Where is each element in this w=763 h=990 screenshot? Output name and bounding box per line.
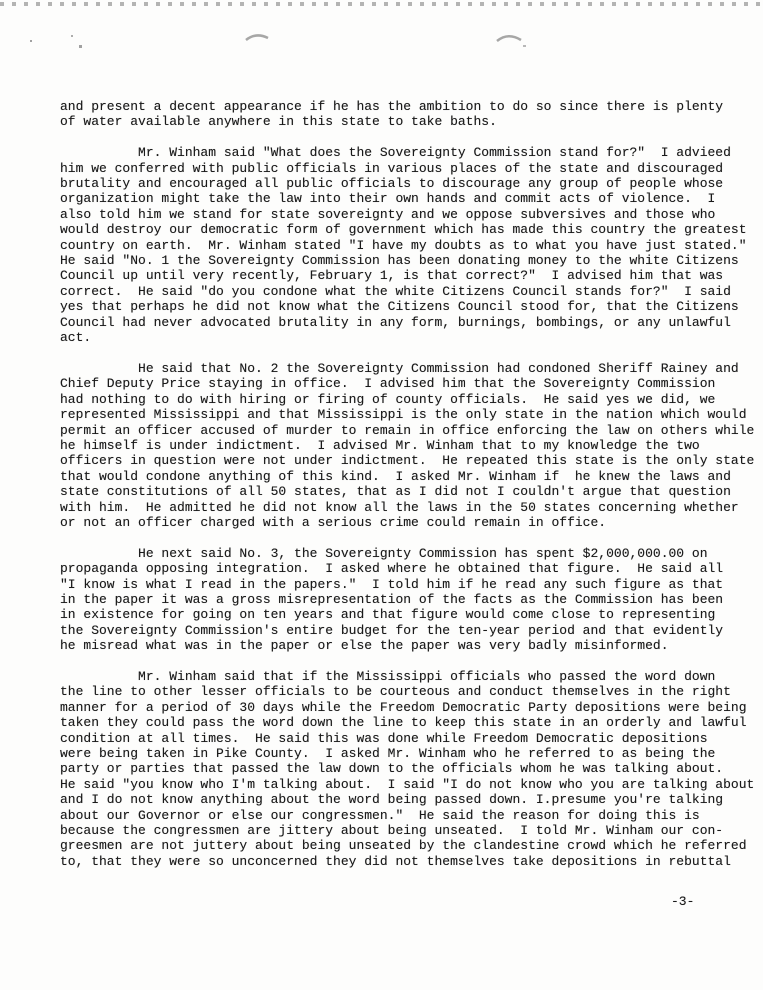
text-line: that would condone anything of this kind. I asked Mr. Winham if he knew the laws and — [60, 468, 731, 484]
text-line: he misread what was in the paper or else the paper was very badly misinformed. — [60, 638, 669, 654]
text-line: Mr. Winham said that if the Mississippi officials who passed the word down — [60, 668, 716, 684]
text-line: were being taken in Pike County. I asked Mr. Winham who he referred to as being the — [60, 746, 716, 761]
paragraph — [60, 546, 754, 654]
text-line: condition at all times. He said this was done while Freedom Democratic depositions — [60, 730, 708, 746]
text-line: He next said No. 3, the Sovereignty Commission has spent $2,000,000.00 on — [60, 545, 708, 561]
text-line: or not an officer charged with a serious crime could remain in office. — [60, 514, 607, 530]
text-line: and I do not know anything about the word being passed down. I.presume you're talking — [60, 792, 724, 808]
paragraph — [60, 145, 754, 345]
text-line: Council up until very recently, February 1, is that correct?" I advised him that was — [60, 268, 724, 284]
text-line: the Sovereignty Commission's entire budget for the ten-year period and that evidently — [60, 622, 724, 638]
text-line: him we conferred with public officials in various places of the state and discouraged — [60, 160, 724, 176]
text-line: officers in question were not under indictment. He repeated this state is the only state — [60, 453, 755, 469]
scan-smudge-arc — [246, 35, 268, 40]
text-line: represented Mississippi and that Mississippi is the only state in the nation which would — [60, 407, 747, 423]
document-text — [60, 99, 754, 869]
text-line: the line to other lesser officials to be courteous and conduct themselves in the right — [60, 684, 731, 700]
text-line: act. — [60, 330, 92, 346]
text-line: correct. He said "do you condone what the white Citizens Council stands for?" I said — [60, 283, 731, 299]
text-line: of water available anywhere in this state to take baths. — [60, 114, 497, 130]
text-line: brutality and encouraged all public officials to discourage any group of people whose — [60, 176, 724, 192]
text-line: had nothing to do with hiring or firing of county officials. He said yes we did, we — [60, 391, 716, 407]
text-line: country on earth. Mr. Winham stated "I have my doubts as to what you have just stated." — [60, 237, 747, 253]
text-line: Council had never advocated brutality in any form, burnings, bombings, or any unlawful — [60, 314, 731, 330]
text-line: because the congressmen are jittery about being unseated. I told Mr. Winham our con- — [60, 823, 724, 839]
scan-smudge-arc — [497, 36, 521, 41]
text-line: state constitutions of all 50 states, that as I did not I couldn't argue that question — [60, 484, 731, 500]
text-line: in the paper it was a gross misrepresentation of the facts as the Commission has been — [60, 591, 724, 607]
text-line: organization might take the law into their own hands and commit acts of violence. I — [60, 191, 716, 207]
text-line: about our Governor or else our congressmen." He said the reason for doing this is — [60, 807, 700, 823]
page-number: -3- — [671, 894, 695, 909]
text-line: and present a decent appearance if he has the ambition to do so since there is plenty — [60, 99, 724, 114]
text-line: He said "No. 1 the Sovereignty Commission has been donating money to the white Citizens — [60, 253, 739, 269]
text-line: permit an officer accused of murder to remain in office enforcing the law on others while — [60, 422, 755, 438]
text-line: He said "you know who I'm talking about. I said "I do not know who you are talking about — [60, 776, 755, 792]
text-line: He said that No. 2 the Sovereignty Commission had condoned Sheriff Rainey and — [60, 360, 739, 376]
scan-artifacts — [0, 0, 763, 60]
scan-speck — [523, 45, 526, 47]
text-line: also told him we stand for state sovereignty and we oppose subversives and those who — [60, 206, 716, 222]
text-line: would destroy our democratic form of government which has made this country the greatest — [60, 222, 747, 238]
text-line: manner for a period of 30 days while the Freedom Democratic Party depositions were being — [60, 699, 747, 715]
text-line: Mr. Winham said "What does the Sovereignty Commission stand for?" I advieed — [60, 145, 731, 161]
scan-speck — [71, 35, 73, 37]
text-line: party or parties that passed the law down to the officials whom he was talking about. — [60, 761, 724, 777]
text-line: with him. He admitted he did not know all the laws in the 50 states concerning whether — [60, 499, 739, 515]
text-line: taken they could pass the word down the line to keep this state in an orderly and lawful — [60, 715, 747, 731]
text-line: to, that they were so unconcerned they did not themselves take depositions in rebuttal — [60, 853, 731, 869]
text-line: yes that perhaps he did not know what the Citizens Council stood for, that the Citizens — [60, 299, 739, 315]
text-line: Chief Deputy Price staying in office. I advised him that the Sovereignty Commission — [60, 376, 716, 392]
paragraph — [60, 361, 754, 530]
text-line: in existence for going on ten years and that figure would come close to representing — [60, 607, 716, 623]
text-line: he himself is under indictment. I advised Mr. Winham that to my knowledge the two — [60, 437, 700, 453]
paragraph — [60, 669, 754, 869]
scan-speck — [30, 40, 32, 42]
paragraph — [60, 99, 754, 130]
scan-speck — [79, 45, 82, 48]
text-line: greesmen are not juttery about being unseated by the clandestine crowd which he referred — [60, 838, 747, 854]
text-line: propaganda opposing integration. I asked where he obtained that figure. He said all — [60, 561, 724, 577]
text-line: "I know is what I read in the papers." I told him if he read any such figure as that — [60, 576, 724, 592]
